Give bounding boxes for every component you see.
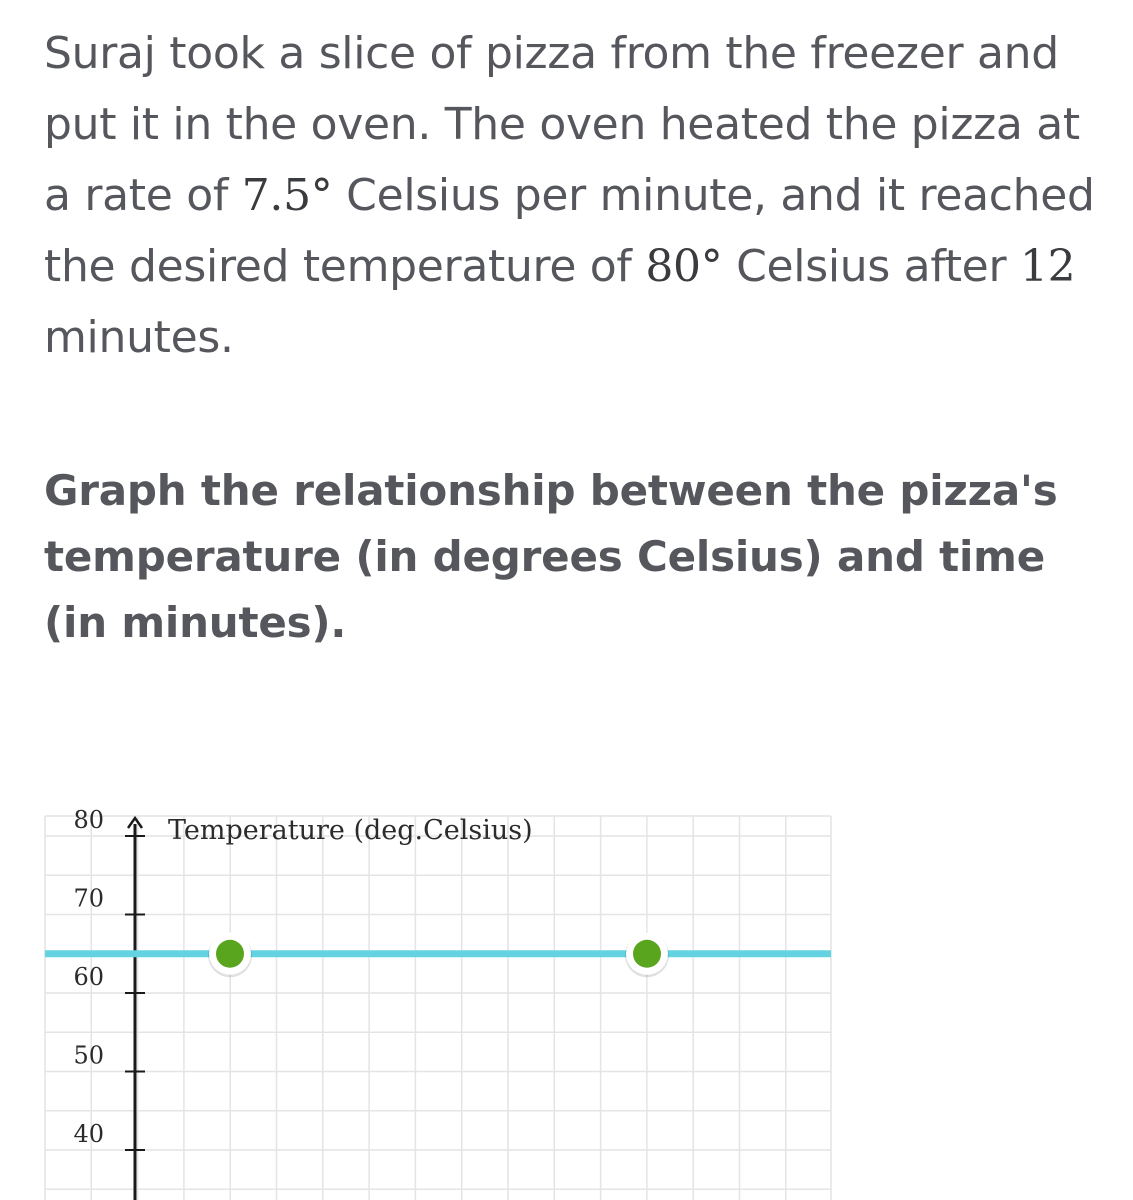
y-tick-label: 50	[73, 1041, 104, 1070]
rate-value: 7.5°	[241, 170, 333, 221]
problem-text-part-3: Celsius after	[722, 241, 1020, 292]
question-prompt: Graph the relationship between the pizza's temperature (in degrees Celsius) and time (in minutes).	[44, 466, 1058, 647]
minutes-value: 12	[1019, 241, 1076, 292]
interactive-graph[interactable]	[0, 780, 1133, 1200]
y-tick-label: 40	[73, 1120, 104, 1148]
graph-canvas[interactable]	[0, 780, 1133, 1200]
y-tick-label: 60	[73, 963, 104, 991]
y-tick-label: 80	[73, 806, 104, 834]
problem-text-part-4: minutes.	[44, 312, 234, 363]
draggable-point[interactable]	[216, 940, 244, 968]
problem-statement	[44, 18, 1114, 373]
draggable-point[interactable]	[633, 940, 661, 968]
problem-text-part-2: Celsius per minute, and it reached the desired temperature of	[44, 170, 1095, 292]
target-temperature-value: 80°	[645, 241, 723, 292]
problem-text-part-1: Suraj took a slice of pizza from the freezer and put it in the oven. The oven heated the pizza at a rate of	[44, 28, 1080, 221]
y-axis-title: Temperature (deg.Celsius)	[168, 815, 533, 846]
y-tick-label: 70	[73, 884, 104, 913]
